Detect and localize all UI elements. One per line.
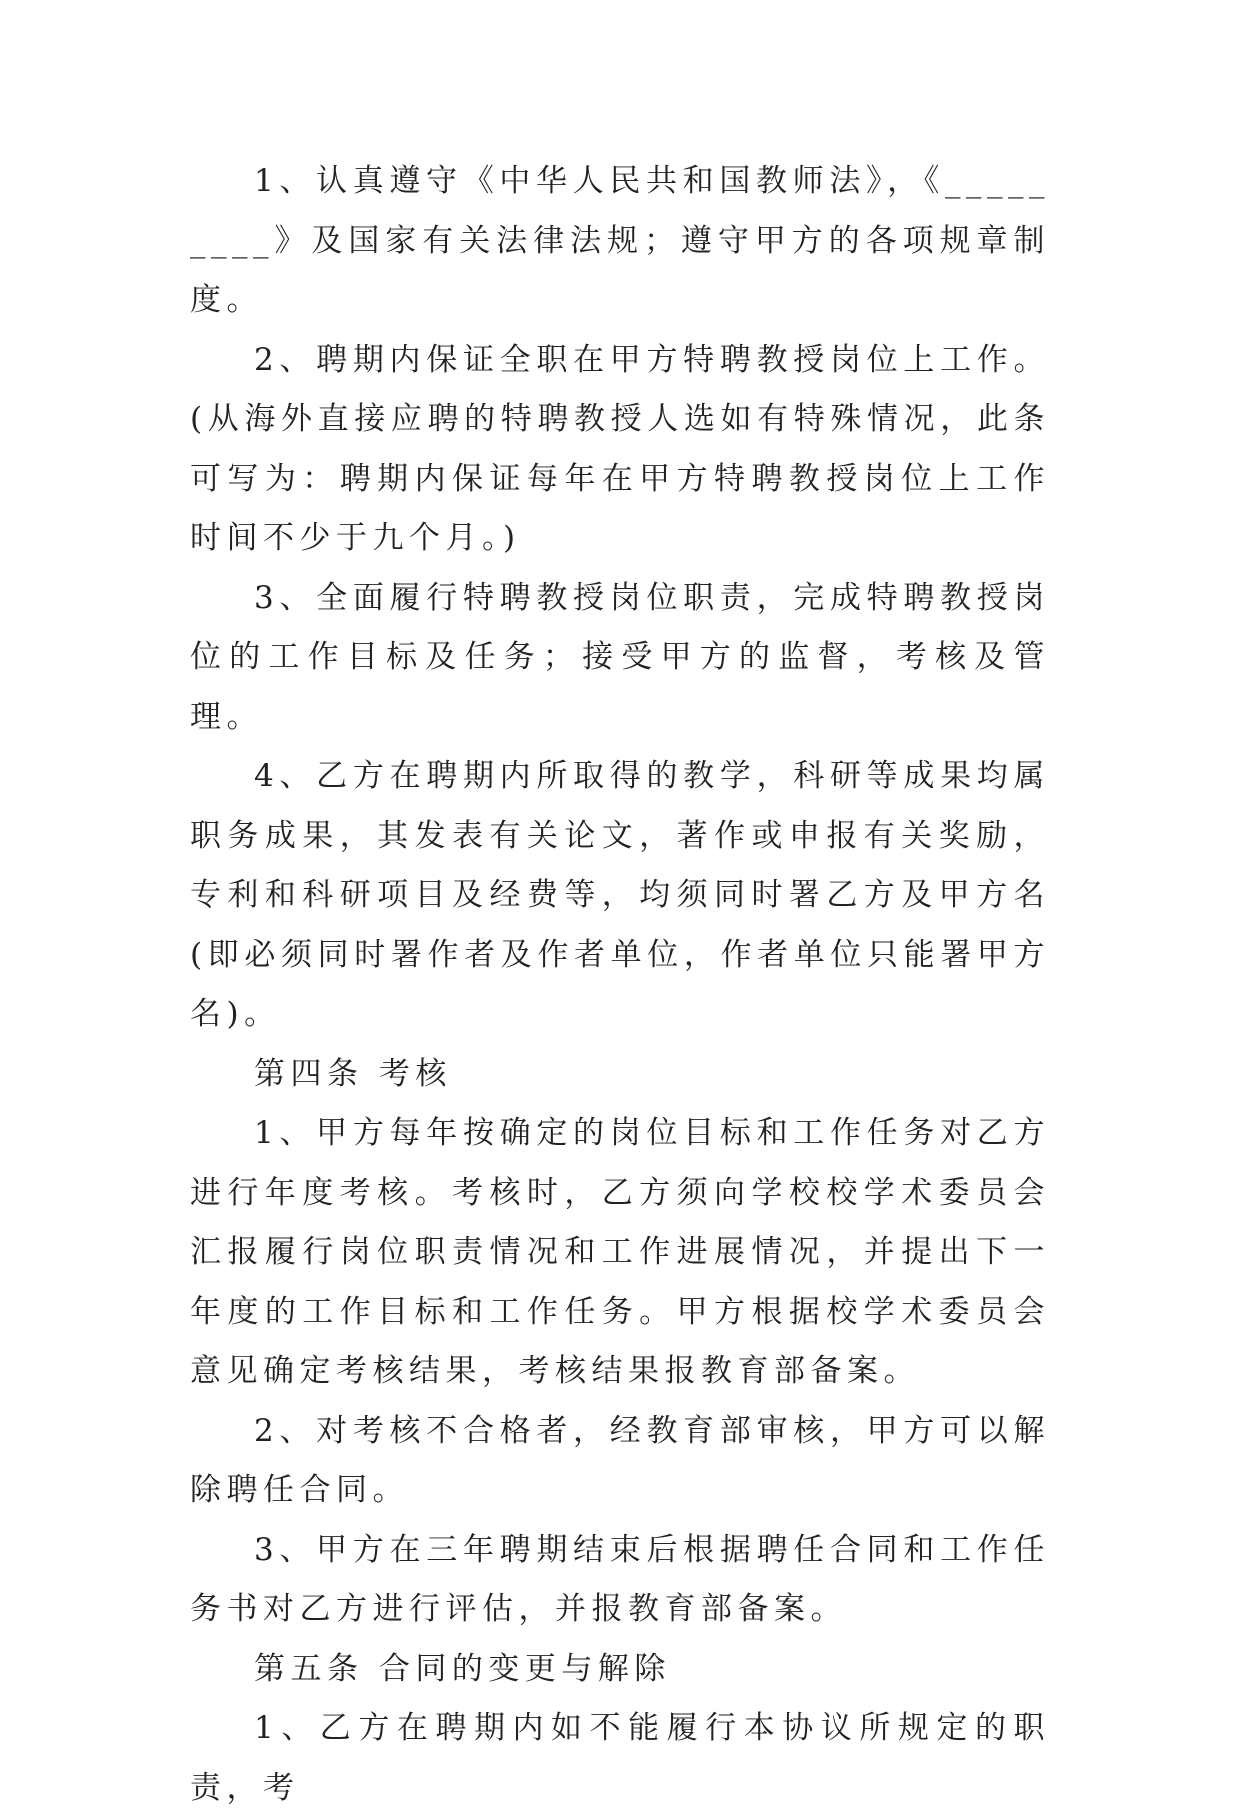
clause-paragraph: 4、乙方在聘期内所取得的教学，科研等成果均属职务成果，其发表有关论文，著作或申报有关奖励，专利和科研项目及经费等，均须同时署乙方及甲方名(即必须同时署作者及作者单位，作者单位只能署甲方名)。 (190, 758, 1050, 1032)
clause-paragraph: 2、聘期内保证全职在甲方特聘教授岗位上工作。(从海外直接应聘的特聘教授人选如有特殊情况，此条可写为：聘期内保证每年在甲方特聘教授岗位上工作时间不少于九个月。) (190, 341, 1050, 556)
document-body (190, 152, 1050, 1818)
clause-paragraph: 3、甲方在三年聘期结束后根据聘任合同和工作任务书对乙方进行评估，并报教育部备案。 (190, 1531, 1050, 1627)
clause-paragraph: 1、乙方在聘期内如不能履行本协议所规定的职责，考 (190, 1710, 1050, 1806)
section-heading: 第四条 考核 (254, 1055, 452, 1092)
section-heading: 第五条 合同的变更与解除 (254, 1650, 671, 1687)
clause-paragraph: 2、对考核不合格者，经教育部审核，甲方可以解除聘任合同。 (190, 1412, 1050, 1508)
clause-paragraph: 3、全面履行特聘教授岗位职责，完成特聘教授岗位的工作目标及任务；接受甲方的监督，考核及管理。 (190, 579, 1050, 735)
clause-paragraph: 1、甲方每年按确定的岗位目标和工作任务对乙方进行年度考核。考核时，乙方须向学校校学术委员会汇报履行岗位职责情况和工作进展情况，并提出下一年度的工作目标和工作任务。甲方根据校学术委员会意见确定考核结果，考核结果报教育部备案。 (190, 1115, 1050, 1389)
clause-paragraph: 1、认真遵守《中华人民共和国教师法》，《_________》及国家有关法律法规；遵守甲方的各项规章制度。 (190, 163, 1050, 318)
